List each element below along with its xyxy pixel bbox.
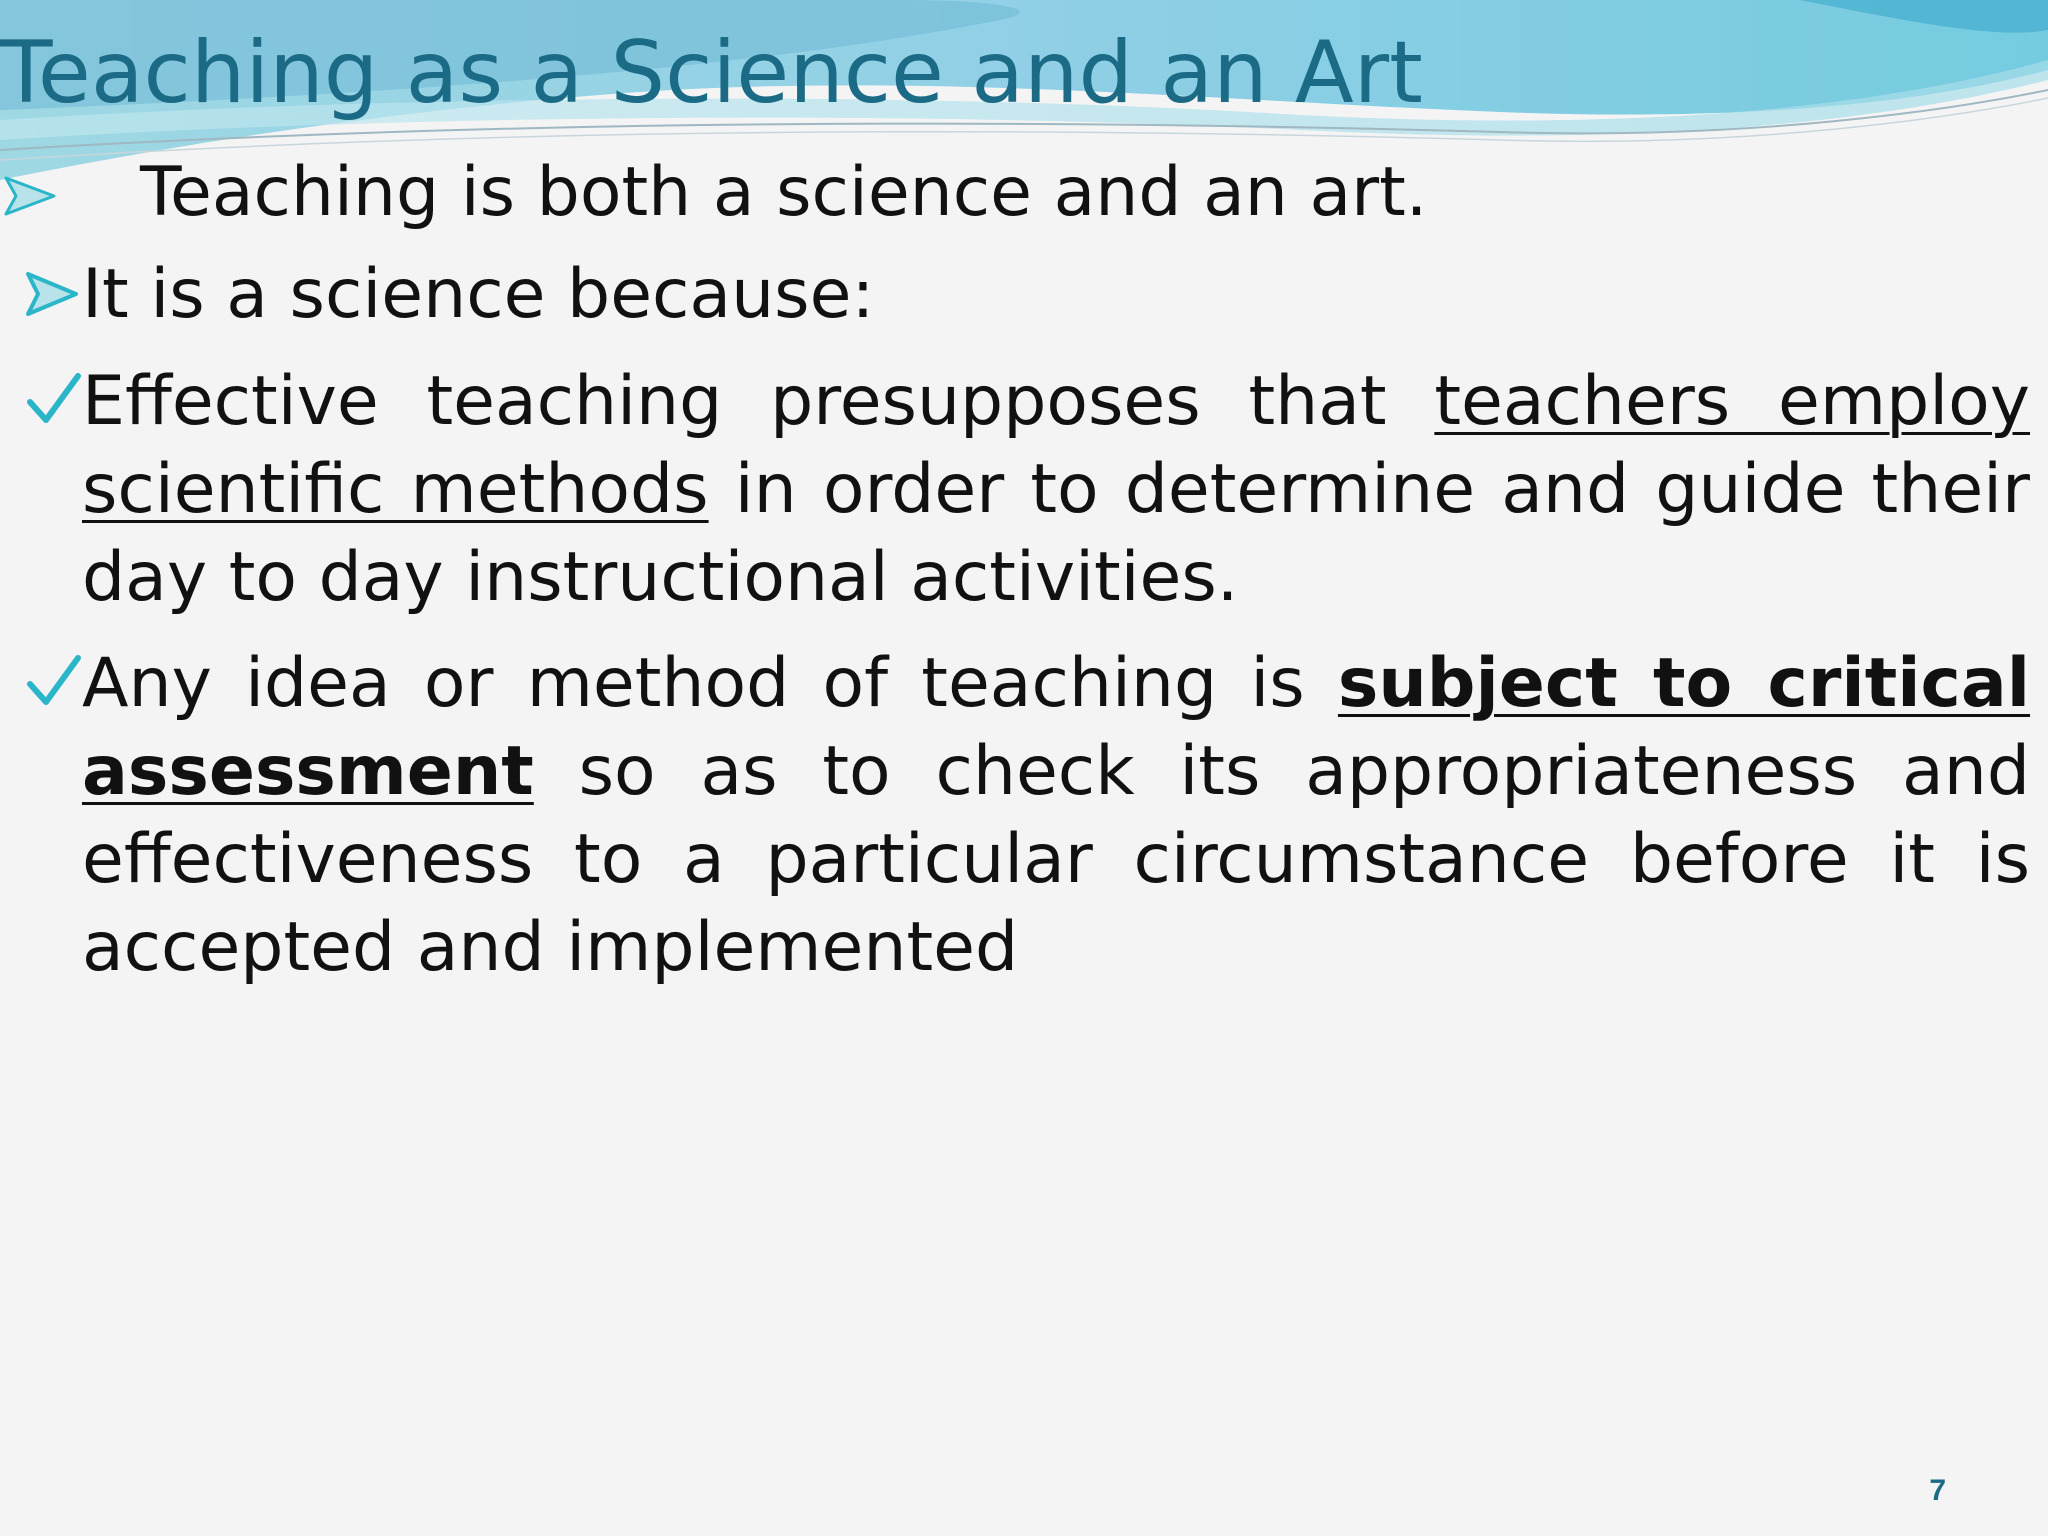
arrow-bullet-icon [0, 148, 60, 238]
bullet-list [0, 148, 2030, 992]
bullet-text: Teaching is both a science and an art. [140, 153, 1428, 232]
bullet-text-emphasis: subject to critical assessment [82, 644, 2031, 811]
bullet-item [0, 148, 2030, 248]
bullet-text: It is a science because: [82, 255, 875, 334]
check-bullet-icon [24, 648, 84, 738]
bullet-item [0, 250, 2030, 340]
bullet-text-lead: Any idea or method of teaching is [82, 644, 1338, 723]
page-number: 7 [1929, 1474, 1946, 1507]
check-bullet-icon [24, 366, 84, 456]
slide-title: Teaching as a Science and an Art [0, 23, 1423, 123]
bullet-item [0, 640, 2030, 992]
bullet-text-lead: Effective teaching presupposes that [82, 362, 1435, 441]
arrow-bullet-icon [22, 250, 82, 340]
bullet-text-tail: so as to check its appropriateness and effectiveness to a particular circumstance before it is accepted and implemented [82, 732, 2030, 987]
bullet-text-underlined: teachers employ scientific methods [82, 362, 2031, 529]
bullet-text-tail: in order to determine and guide their day to day instructional activities. [82, 450, 2030, 617]
bullet-item [0, 358, 2030, 622]
